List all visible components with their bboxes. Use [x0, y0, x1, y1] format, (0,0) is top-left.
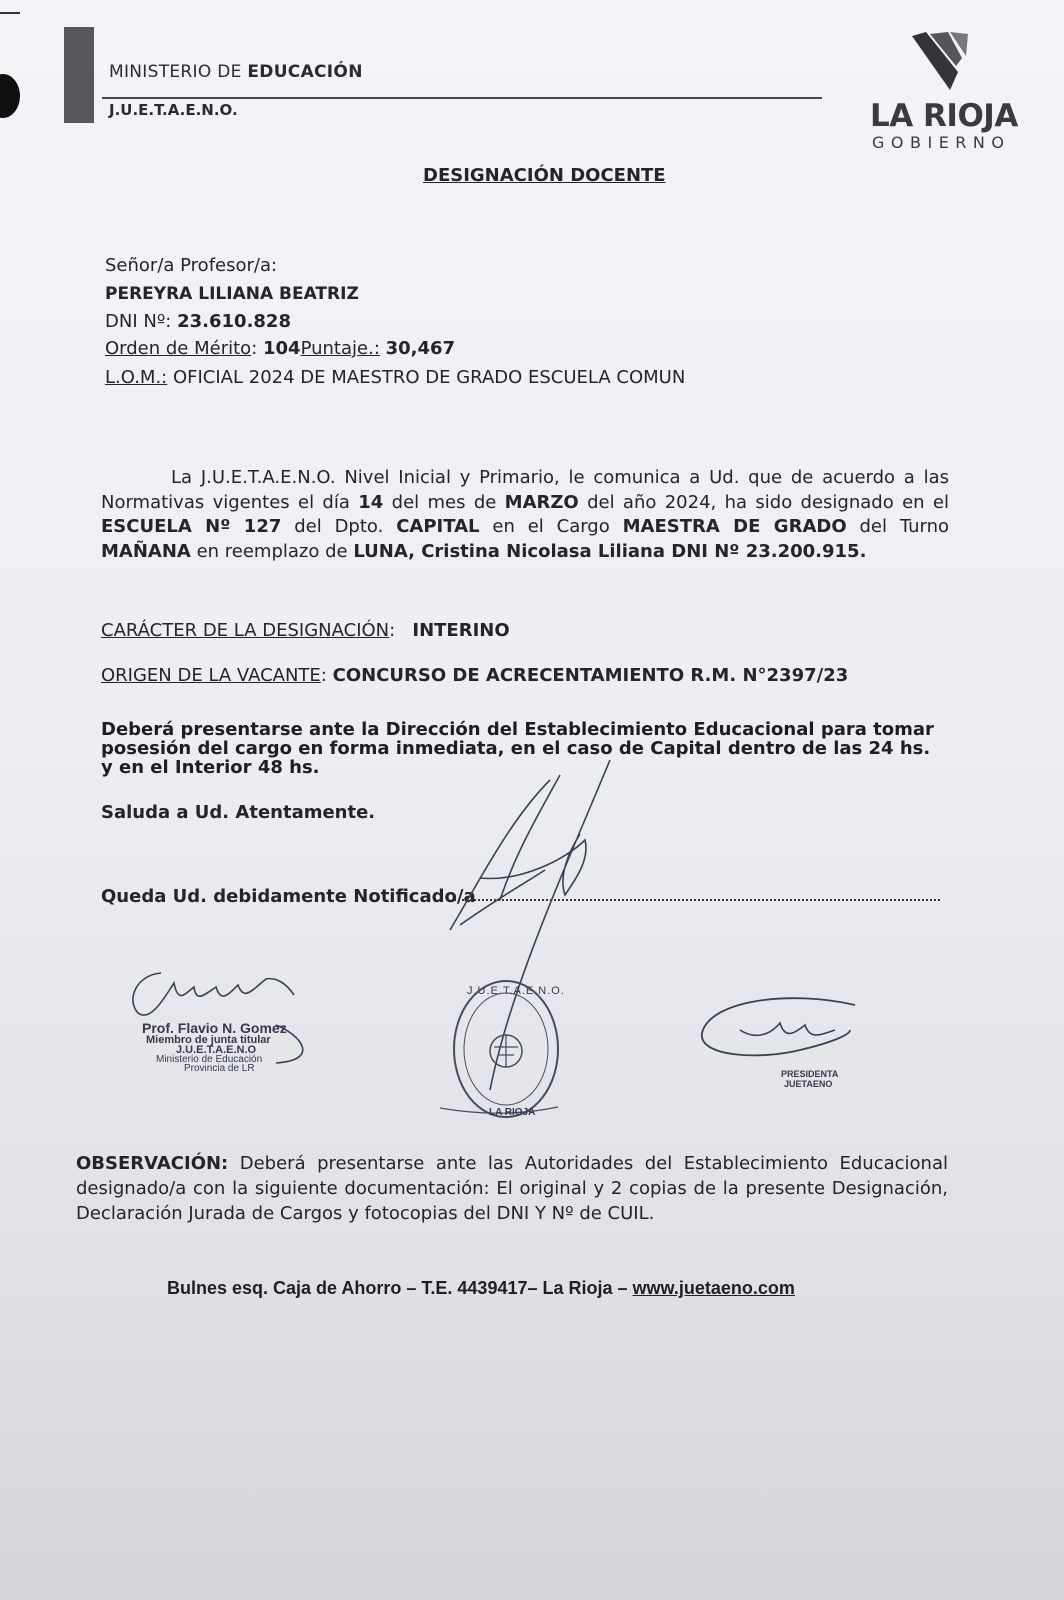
ministry-bold: EDUCACIÓN [247, 62, 363, 82]
designation-paragraph [101, 466, 949, 564]
orden-sep: : [251, 338, 258, 359]
logo-subtitle: GOBIERNO [872, 133, 1011, 152]
notified-label: Queda Ud. debidamente Notificado/a [101, 886, 476, 907]
ministry-prefix: MINISTERIO DE [109, 62, 248, 82]
logo-name: LA RIOJA [870, 98, 1018, 134]
punch-hole [0, 74, 20, 118]
dni-value: 23.610.828 [177, 311, 291, 332]
origen-sep: : [320, 665, 327, 686]
page-edge-mark [0, 12, 20, 14]
lom-value: OFICIAL 2024 DE MAESTRO DE GRADO ESCUELA COMUN [172, 367, 686, 388]
la-rioja-logo-icon [912, 32, 974, 94]
header-bar [64, 27, 94, 123]
observation-text: Deberá presentarse ante las Autoridades del Establecimiento Educacional designado/a con la siguiente documentación: El original y 2 copias de la presente Designación, Declaración Jurada de Cargos y fotocopias del DNI Y Nº de CUIL. [76, 1153, 948, 1224]
footer-website-link[interactable]: www.juetaeno.com [632, 1278, 795, 1298]
puntaje-value: 30,467 [385, 338, 456, 359]
right-signature-icon [700, 995, 865, 1105]
dni-label: DNI Nº: [105, 311, 172, 332]
left-signer-org: Ministerio de Educación [156, 1054, 263, 1065]
observation-label: OBSERVACIÓN: [76, 1153, 229, 1174]
orden-label: Orden de Mérito [105, 338, 252, 359]
orden-line [105, 338, 455, 359]
origen-label: ORIGEN DE LA VACANTE [101, 665, 321, 686]
footer-contact [167, 1278, 795, 1299]
body-text-1: La J.U.E.T.A.E.N.O. Nivel Inicial y Primario, le comunica a Ud. que de acuerdo a las Normativas vigentes el día [101, 467, 949, 513]
dni-line [105, 311, 291, 332]
body-text-2: del mes de [383, 491, 505, 513]
caracter-label: CARÁCTER DE LA DESIGNACIÓN [101, 620, 390, 641]
header-rule [102, 97, 822, 99]
recipient-name: PEREYRA LILIANA BEATRIZ [105, 284, 359, 304]
origen-value: CONCURSO DE ACRECENTAMIENTO R.M. N°2397/23 [332, 665, 849, 686]
body-text-6: del Turno [846, 516, 950, 537]
lom-line [105, 367, 685, 388]
body-text-4: del Dpto. [281, 516, 397, 537]
body-replaced: LUNA, Cristina Nicolasa Liliana DNI Nº 23.200.915. [353, 540, 867, 562]
footer-address: Bulnes esq. Caja de Ahorro – T.E. 4439417– La Rioja – [167, 1278, 633, 1298]
body-school: ESCUELA Nº 127 [101, 516, 282, 537]
left-signer-name: Prof. Flavio N. Gomez [142, 1020, 287, 1036]
observation-paragraph [76, 1151, 948, 1226]
puntaje-label: Puntaje.: [300, 338, 380, 359]
body-text-5: en el Cargo [479, 516, 623, 537]
seal-bottom-text: LA RIOJA [489, 1107, 536, 1118]
right-signer-role: PRESIDENTA [781, 1069, 839, 1079]
left-signer-role: Miembro de junta titular [146, 1034, 271, 1046]
orden-value: 104 [263, 338, 301, 359]
body-text-7: en reemplazo de [190, 540, 354, 562]
ministry-name [109, 62, 363, 82]
body-text-3: del año 2024, ha sido designado en el [578, 491, 949, 513]
salutation: Señor/a Profesor/a: [105, 255, 278, 276]
body-day: 14 [358, 491, 384, 513]
body-month: MARZO [504, 491, 579, 513]
origen-line [101, 665, 848, 686]
caracter-sep: : [389, 620, 396, 641]
caracter-value: INTERINO [412, 620, 510, 641]
right-signer-unit: JUETAENO [784, 1079, 833, 1089]
greeting: Saluda a Ud. Atentamente. [101, 802, 376, 823]
official-seal-icon [440, 975, 570, 1125]
unit-name: J.U.E.T.A.E.N.O. [109, 101, 238, 119]
lom-label: L.O.M.: [105, 367, 168, 388]
body-dept: CAPITAL [396, 516, 480, 537]
caracter-line [101, 620, 510, 641]
body-turno: MAÑANA [101, 540, 191, 562]
document-title: DESIGNACIÓN DOCENTE [423, 165, 666, 186]
body-cargo: MAESTRA DE GRADO [622, 516, 847, 537]
seal-top-text: J.U.E.T.A.E.N.O. [467, 985, 565, 997]
instruction-text: Deberá presentarse ante la Dirección del Establecimiento Educacional para tomar posesión del cargo en forma inmediata, en el caso de Capital dentro de las 24 hs. y en el Interior 48 hs. [101, 719, 934, 778]
left-signer-prov: Provincia de LR [184, 1063, 255, 1074]
left-signer-unit: J.U.E.T.A.E.N.O [176, 1044, 257, 1056]
